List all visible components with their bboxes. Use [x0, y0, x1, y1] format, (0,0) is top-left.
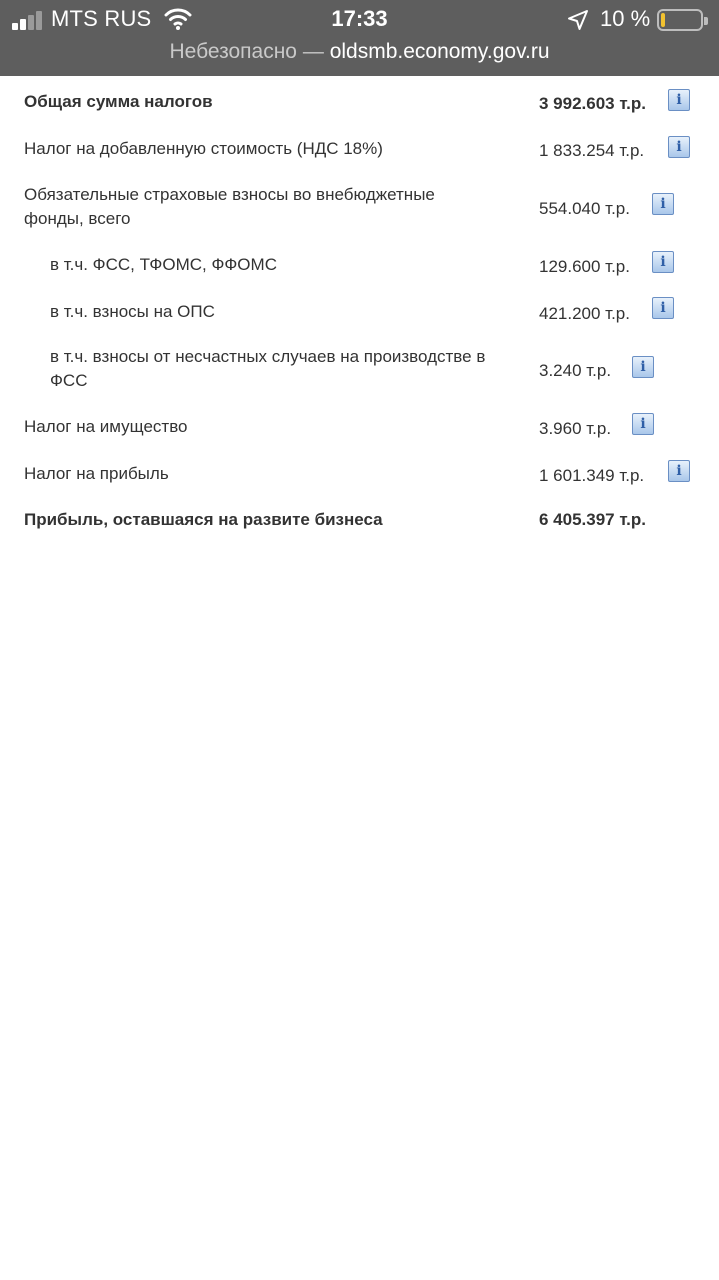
carrier-name: MTS RUS	[51, 6, 152, 31]
row-value: 3 992.603 т.р.	[539, 94, 647, 113]
info-icon[interactable]	[632, 413, 654, 435]
row-label: Налог на добавленную стоимость (НДС 18%)	[24, 139, 383, 158]
info-icon[interactable]	[652, 193, 674, 215]
browser-top-bar	[0, 0, 719, 76]
wifi-icon	[164, 6, 192, 32]
row-value: 3.960 т.р.	[539, 419, 612, 438]
table-row-ops	[0, 300, 719, 330]
row-label: Прибыль, оставшаяся на развите бизнеса	[24, 510, 383, 529]
table-row-remaining-profit	[0, 508, 719, 538]
battery-percent: 10 %	[600, 6, 651, 31]
row-label: в т.ч. ФСС, ТФОМС, ФФОМС	[50, 255, 277, 274]
info-icon[interactable]	[668, 460, 690, 482]
row-label: в т.ч. взносы на ОПС	[50, 302, 215, 321]
address-bar[interactable]	[0, 40, 719, 64]
url-domain[interactable]: oldsmb.economy.gov.ru	[329, 40, 550, 63]
battery-level-fill	[661, 13, 665, 27]
row-value: 1 601.349 т.р.	[539, 466, 645, 485]
signal-icon	[12, 10, 46, 30]
row-label: Налог на имущество	[24, 417, 188, 436]
table-row-vat	[0, 137, 719, 167]
url-separator: —	[302, 40, 324, 63]
table-row-profit-tax	[0, 462, 719, 492]
row-value: 129.600 т.р.	[539, 257, 630, 276]
row-label: Общая сумма налогов	[24, 92, 213, 111]
row-value: 6 405.397 т.р.	[539, 510, 647, 529]
info-icon[interactable]	[652, 297, 674, 319]
row-value: 554.040 т.р.	[539, 199, 630, 218]
location-icon	[566, 8, 590, 32]
row-label: Налог на прибыль	[24, 464, 169, 483]
row-label: в т.ч. взносы от несчастных случаев на производстве в ФСС	[50, 347, 486, 390]
row-value: 421.200 т.р.	[539, 304, 630, 323]
info-icon[interactable]	[668, 136, 690, 158]
clock-time: 17:33	[331, 6, 388, 31]
row-value: 3.240 т.р.	[539, 361, 612, 380]
battery-icon	[657, 9, 703, 31]
battery-cap	[704, 17, 708, 25]
row-label: Обязательные страховые взносы во внебюджетные фонды, всего	[24, 185, 435, 228]
table-row-property	[0, 415, 719, 445]
info-icon[interactable]	[668, 89, 690, 111]
table-row-insurance-total	[0, 183, 719, 235]
info-icon[interactable]	[652, 251, 674, 273]
table-row-accidents	[0, 345, 719, 397]
row-value: 1 833.254 т.р.	[539, 141, 645, 160]
security-indicator[interactable]: Небезопасно	[169, 40, 297, 63]
table-row-fss-tfoms	[0, 253, 719, 283]
table-row-total-taxes	[0, 90, 719, 120]
status-bar	[0, 0, 719, 40]
info-icon[interactable]	[632, 356, 654, 378]
